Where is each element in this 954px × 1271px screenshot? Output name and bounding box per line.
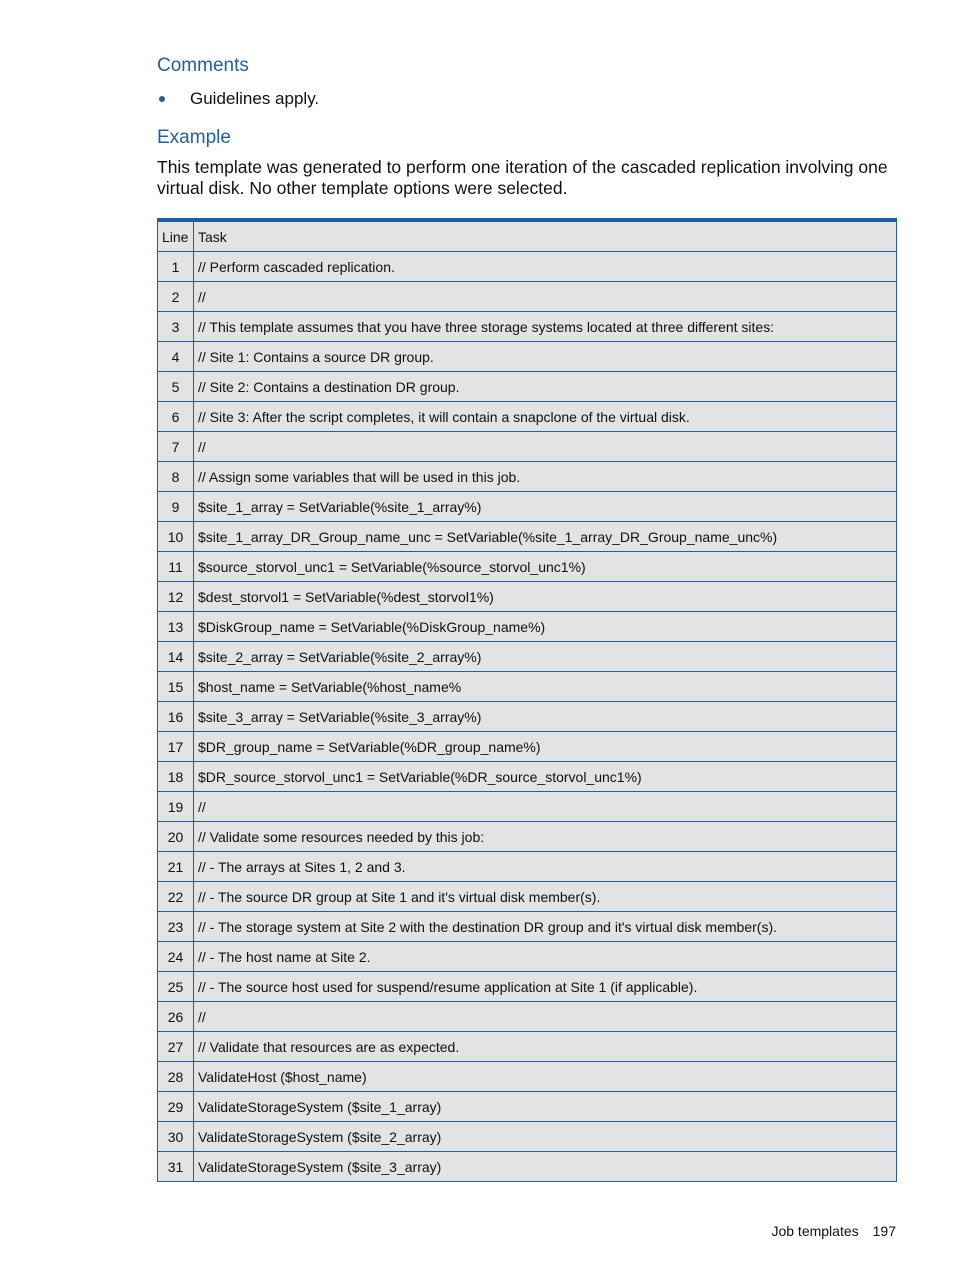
row-task: // Perform cascaded replication.: [194, 252, 897, 282]
row-line-number: 9: [158, 492, 194, 522]
row-task: // Site 1: Contains a source DR group.: [194, 342, 897, 372]
table-row: [158, 1032, 897, 1062]
row-line-number: 4: [158, 342, 194, 372]
row-task: $DiskGroup_name = SetVariable(%DiskGroup_name%): [194, 612, 897, 642]
column-header-line: Line: [158, 222, 194, 252]
row-line-number: 1: [158, 252, 194, 282]
row-line-number: 6: [158, 402, 194, 432]
table-row: [158, 762, 897, 792]
table-row: [158, 852, 897, 882]
row-task: // Validate that resources are as expected.: [194, 1032, 897, 1062]
row-line-number: 2: [158, 282, 194, 312]
row-task: ValidateHost ($host_name): [194, 1062, 897, 1092]
row-task: $host_name = SetVariable(%host_name%: [194, 672, 897, 702]
table-row: [158, 972, 897, 1002]
row-task: $DR_source_storvol_unc1 = SetVariable(%DR_source_storvol_unc1%): [194, 762, 897, 792]
row-line-number: 18: [158, 762, 194, 792]
table-row: [158, 432, 897, 462]
table-header-row: [158, 222, 897, 252]
example-description: This template was generated to perform one iteration of the cascaded replication involving one virtual disk. No other template options were selected.: [157, 157, 888, 198]
row-line-number: 23: [158, 912, 194, 942]
row-task: // - The source DR group at Site 1 and it's virtual disk member(s).: [194, 882, 897, 912]
table-row: [158, 1122, 897, 1152]
row-task: $source_storvol_unc1 = SetVariable(%source_storvol_unc1%): [194, 552, 897, 582]
row-line-number: 27: [158, 1032, 194, 1062]
row-task: ValidateStorageSystem ($site_3_array): [194, 1152, 897, 1182]
row-line-number: 5: [158, 372, 194, 402]
row-line-number: 3: [158, 312, 194, 342]
table-row: [158, 372, 897, 402]
table-row: [158, 912, 897, 942]
table-row: [158, 732, 897, 762]
row-task: // - The storage system at Site 2 with the destination DR group and it's virtual disk member(s).: [194, 912, 897, 942]
row-task: // - The source host used for suspend/resume application at Site 1 (if applicable).: [194, 972, 897, 1002]
table-row: [158, 282, 897, 312]
row-task: // This template assumes that you have three storage systems located at three different sites:: [194, 312, 897, 342]
table-row: [158, 642, 897, 672]
table-row: [158, 252, 897, 282]
row-task: $site_1_array_DR_Group_name_unc = SetVariable(%site_1_array_DR_Group_name_unc%): [194, 522, 897, 552]
row-line-number: 30: [158, 1122, 194, 1152]
row-line-number: 26: [158, 1002, 194, 1032]
row-line-number: 31: [158, 1152, 194, 1182]
row-task: // Site 2: Contains a destination DR group.: [194, 372, 897, 402]
row-line-number: 15: [158, 672, 194, 702]
row-line-number: 29: [158, 1092, 194, 1122]
table-row: [158, 822, 897, 852]
table-row: [158, 942, 897, 972]
table-row: [158, 462, 897, 492]
table-row: [158, 552, 897, 582]
row-task: $DR_group_name = SetVariable(%DR_group_name%): [194, 732, 897, 762]
row-task: // Assign some variables that will be used in this job.: [194, 462, 897, 492]
row-line-number: 10: [158, 522, 194, 552]
bullet-icon: [159, 96, 165, 102]
table-row: [158, 1092, 897, 1122]
row-line-number: 13: [158, 612, 194, 642]
row-line-number: 24: [158, 942, 194, 972]
row-task: // - The arrays at Sites 1, 2 and 3.: [194, 852, 897, 882]
table-row: [158, 612, 897, 642]
table-row: [158, 312, 897, 342]
footer-section-title: Job templates: [771, 1223, 859, 1239]
table-row: [158, 522, 897, 552]
table-row: [158, 702, 897, 732]
row-task: $dest_storvol1 = SetVariable(%dest_storvol1%): [194, 582, 897, 612]
comments-heading: Comments: [157, 55, 249, 76]
row-task: // Site 3: After the script completes, it will contain a snapclone of the virtual disk.: [194, 402, 897, 432]
template-table: [157, 221, 897, 1182]
row-task: $site_3_array = SetVariable(%site_3_array%): [194, 702, 897, 732]
table-row: [158, 582, 897, 612]
page-number: 197: [872, 1223, 896, 1239]
row-task: //: [194, 792, 897, 822]
row-line-number: 16: [158, 702, 194, 732]
table-row: [158, 1152, 897, 1182]
column-header-task: Task: [194, 222, 897, 252]
example-heading: Example: [157, 127, 231, 148]
row-line-number: 21: [158, 852, 194, 882]
row-line-number: 8: [158, 462, 194, 492]
page-footer: [771, 1223, 896, 1239]
row-line-number: 17: [158, 732, 194, 762]
table-row: [158, 1062, 897, 1092]
row-task: ValidateStorageSystem ($site_1_array): [194, 1092, 897, 1122]
table-row: [158, 672, 897, 702]
row-line-number: 19: [158, 792, 194, 822]
row-line-number: 12: [158, 582, 194, 612]
row-task: $site_1_array = SetVariable(%site_1_array%): [194, 492, 897, 522]
row-line-number: 22: [158, 882, 194, 912]
row-line-number: 14: [158, 642, 194, 672]
template-table-container: [157, 218, 897, 1182]
row-task: ValidateStorageSystem ($site_2_array): [194, 1122, 897, 1152]
table-row: [158, 1002, 897, 1032]
row-line-number: 7: [158, 432, 194, 462]
row-line-number: 20: [158, 822, 194, 852]
row-task: $site_2_array = SetVariable(%site_2_array%): [194, 642, 897, 672]
row-task: //: [194, 432, 897, 462]
table-row: [158, 882, 897, 912]
row-line-number: 28: [158, 1062, 194, 1092]
table-row: [158, 792, 897, 822]
comments-bullet-text: Guidelines apply.: [190, 89, 320, 108]
table-row: [158, 342, 897, 372]
row-task: //: [194, 1002, 897, 1032]
row-line-number: 11: [158, 552, 194, 582]
table-row: [158, 402, 897, 432]
row-task: // - The host name at Site 2.: [194, 942, 897, 972]
row-line-number: 25: [158, 972, 194, 1002]
table-row: [158, 492, 897, 522]
row-task: //: [194, 282, 897, 312]
comments-bullet-item: [157, 89, 319, 109]
row-task: // Validate some resources needed by this job:: [194, 822, 897, 852]
